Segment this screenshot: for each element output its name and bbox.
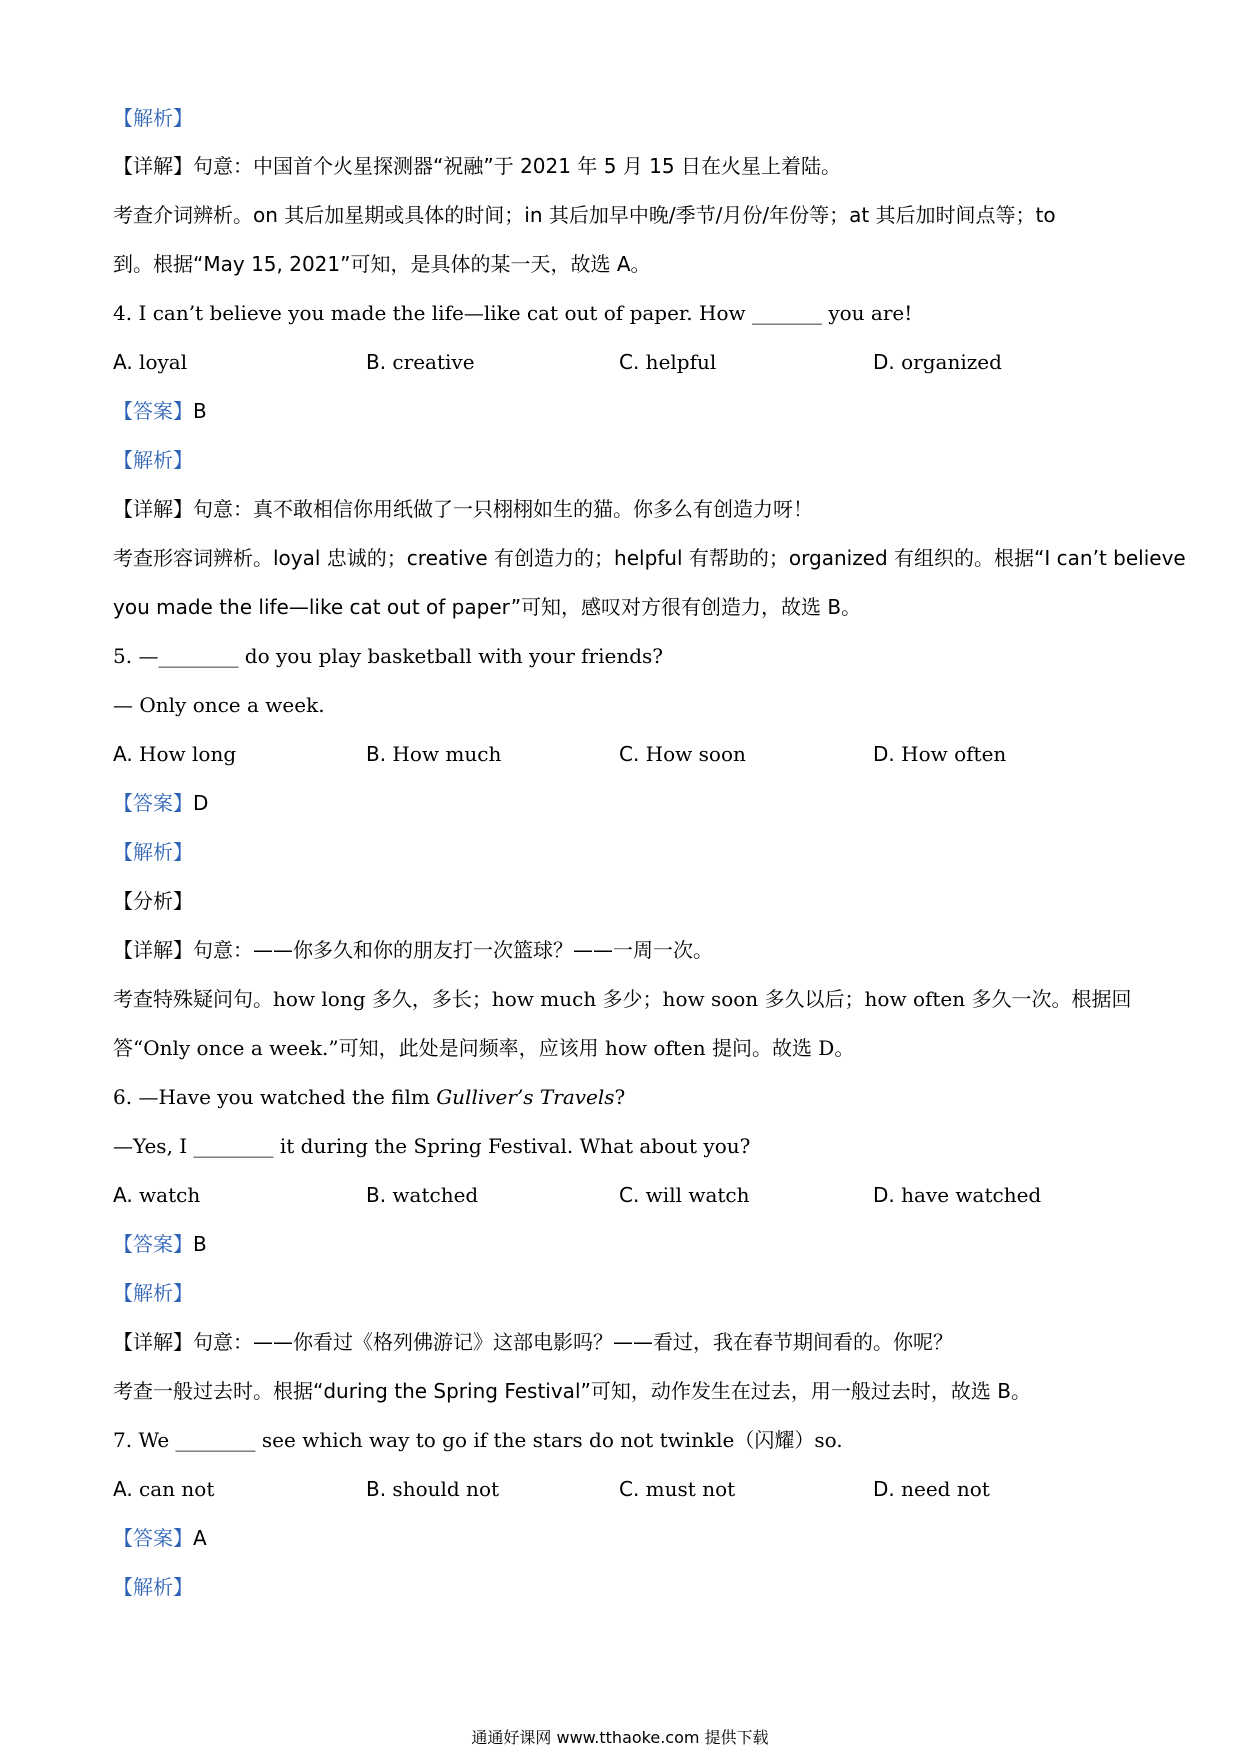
q4-answer [113, 396, 1143, 426]
q5-detail-meaning: 【详解】句意：——你多久和你的朋友打一次篮球？——一周一次。 [113, 938, 713, 962]
q7-option-a: A. can not [113, 1477, 215, 1501]
q6-answer-value: B [193, 1232, 207, 1256]
q5-options [113, 739, 1143, 769]
q7-answer [113, 1523, 1143, 1553]
q5-option-c: C. How soon [619, 742, 746, 766]
q4-analysis-tag: 【解析】 [113, 448, 193, 472]
q4-option-d: D. organized [873, 350, 1002, 374]
q5-answer [113, 788, 1143, 818]
q7-option-b: B. should not [366, 1477, 500, 1501]
q6-option-d: D. have watched [873, 1183, 1042, 1207]
q6-option-c: C. will watch [619, 1183, 750, 1207]
q3-analysis-tag: 【解析】 [113, 106, 193, 130]
q6-answer [113, 1229, 1143, 1259]
q5-question: 5. —________ do you play basketball with your friends? [113, 644, 664, 668]
q3-detail-explanation: 考查介词辨析。on 其后加星期或具体的时间；in 其后加早中晚/季节/月份/年份等；at 其后加时间点等；to [113, 203, 1056, 227]
q5-detail-explanation: 考查特殊疑问句。how long 多久，多长；how much 多少；how soon 多久以后；how often 多久一次。根据回 [113, 987, 1132, 1011]
q4-options [113, 347, 1143, 377]
q4-detail-meaning: 【详解】句意：真不敢相信你用纸做了一只栩栩如生的猫。你多么有创造力呀！ [113, 497, 813, 521]
q4-option-a: A. loyal [113, 350, 188, 374]
q6-option-a: A. watch [113, 1183, 201, 1207]
q6-answer-tag: 【答案】 [113, 1232, 193, 1256]
q7-option-d: D. need not [873, 1477, 990, 1501]
q3-detail-meaning: 【详解】句意：中国首个火星探测器“祝融”于 2021 年 5 月 15 日在火星上着陆。 [113, 154, 841, 178]
q4-answer-tag: 【答案】 [113, 399, 193, 423]
page-footer: 通通好课网 www.tthaoke.com 提供下载 [471, 1728, 769, 1747]
q7-question: 7. We ________ see which way to go if the stars do not twinkle（闪耀）so. [113, 1428, 843, 1452]
q4-detail-explanation: 考查形容词辨析。loyal 忠诚的；creative 有创造力的；helpful 有帮助的；organized 有组织的。根据“I can’t believe [113, 546, 1186, 570]
q6-reply: —Yes, I ________ it during the Spring Festival. What about you? [113, 1134, 751, 1158]
q6-detail-meaning: 【详解】句意：——你看过《格列佛游记》这部电影吗？——看过，我在春节期间看的。你呢？ [113, 1330, 953, 1354]
q7-answer-value: A [193, 1526, 207, 1550]
q6-detail-explanation: 考查一般过去时。根据“during the Spring Festival”可知，动作发生在过去，用一般过去时，故选 B。 [113, 1379, 1031, 1403]
q5-reply: — Only once a week. [113, 693, 325, 717]
q5-option-a: A. How long [113, 742, 237, 766]
q5-answer-tag: 【答案】 [113, 791, 193, 815]
q7-analysis-tag: 【解析】 [113, 1575, 193, 1599]
q6-question: 6. —Have you watched the film Gulliver’s Travels? [113, 1085, 626, 1109]
q5-detail-conclusion: 答“Only once a week.”可知，此处是问频率，应该用 how often 提问。故选 D。 [113, 1036, 855, 1060]
q6-options [113, 1180, 1143, 1210]
q6-analysis-tag: 【解析】 [113, 1281, 193, 1305]
q7-answer-tag: 【答案】 [113, 1526, 193, 1550]
q5-answer-value: D [193, 791, 209, 815]
q5-fenxi-tag: 【分析】 [113, 889, 193, 913]
q4-option-c: C. helpful [619, 350, 717, 374]
q3-detail-conclusion: 到。根据“May 15, 2021”可知，是具体的某一天，故选 A。 [113, 252, 651, 276]
q6-film-title: Gulliver’s Travels [436, 1085, 615, 1109]
q5-analysis-tag: 【解析】 [113, 840, 193, 864]
q4-option-b: B. creative [366, 350, 475, 374]
q4-detail-conclusion: you made the life—like cat out of paper”可知，感叹对方很有创造力，故选 B。 [113, 595, 862, 619]
q7-option-c: C. must not [619, 1477, 736, 1501]
q4-answer-value: B [193, 399, 207, 423]
q4-question: 4. I can’t believe you made the life—like cat out of paper. How _______ you are! [113, 301, 913, 325]
q7-options [113, 1474, 1143, 1504]
q5-option-d: D. How often [873, 742, 1007, 766]
q6-option-b: B. watched [366, 1183, 479, 1207]
q5-option-b: B. How much [366, 742, 502, 766]
